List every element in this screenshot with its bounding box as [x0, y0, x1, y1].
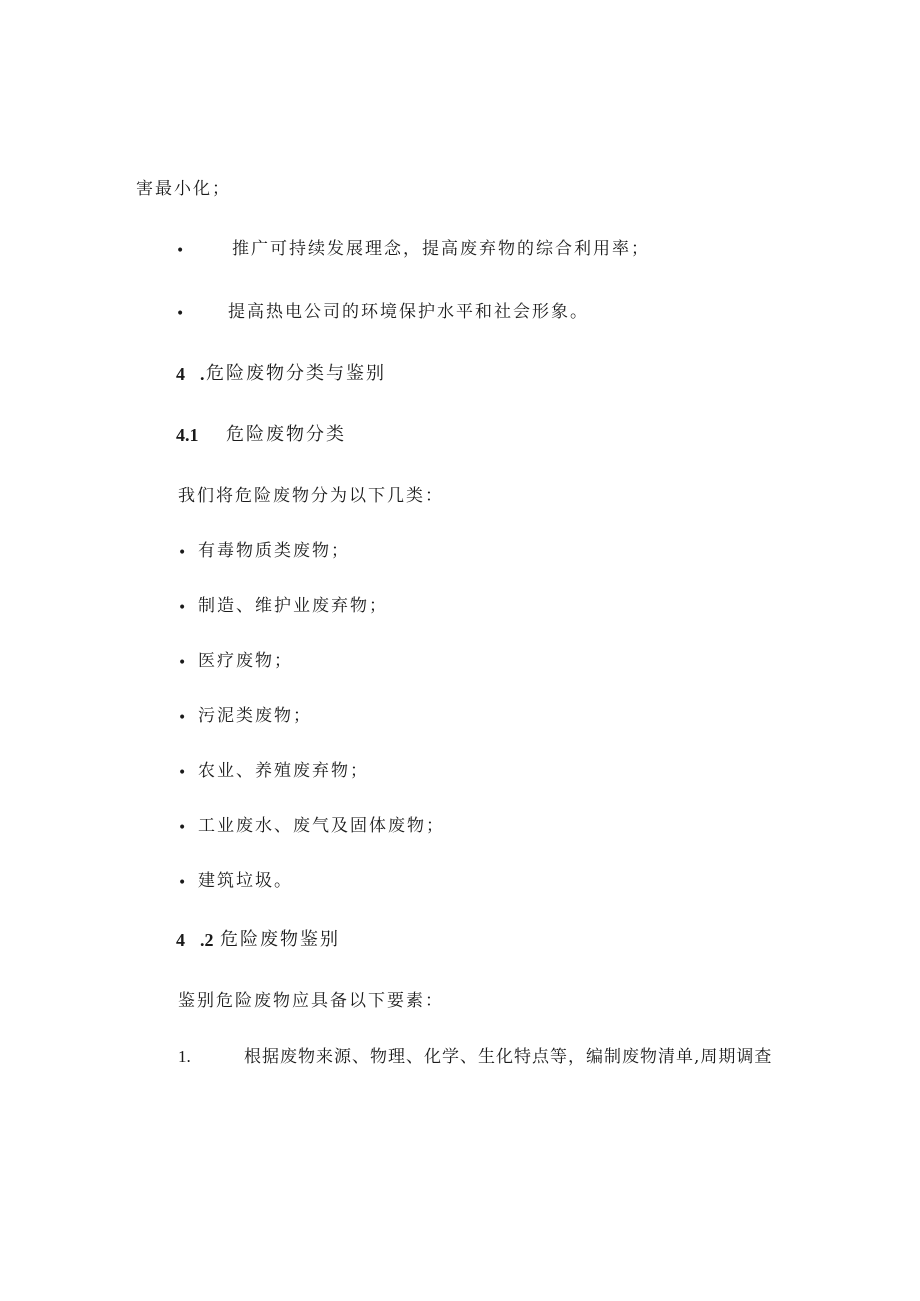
bullet-icon: •	[176, 243, 185, 259]
list-item: 农业、养殖废弃物；	[198, 761, 369, 781]
section-4-1-intro: 我们将危险废物分为以下几类：	[178, 486, 444, 506]
list-item: 医疗废物；	[198, 651, 293, 671]
section-4-2-number-suffix: .2	[200, 930, 214, 950]
section-4-2-title: 危险废物鉴别	[220, 929, 340, 950]
bullet-icon: •	[178, 765, 187, 781]
bullet-icon: •	[178, 710, 187, 726]
goal-item: 推广可持续发展理念，提高废弃物的综合利用率；	[232, 239, 650, 259]
bullet-icon: •	[178, 600, 187, 616]
paragraph-continuation: 害最小化；	[136, 179, 231, 199]
section-4-1-number: 4.1	[176, 425, 199, 445]
list-item: 制造、维护业废弃物；	[198, 596, 388, 616]
list-item: 有毒物质类废物；	[198, 541, 350, 561]
list-item: 根据废物来源、物理、化学、生化特点等，编制废物清单,周期调查	[244, 1047, 773, 1067]
bullet-icon: •	[176, 306, 185, 322]
section-4-2-number: 4	[176, 930, 185, 950]
bullet-icon: •	[178, 655, 187, 671]
bullet-icon: •	[178, 875, 187, 891]
bullet-icon: •	[178, 545, 187, 561]
list-number: 1.	[178, 1047, 191, 1066]
list-item: 建筑垃圾。	[198, 871, 293, 891]
section-4-2-intro: 鉴别危险废物应具备以下要素：	[178, 991, 444, 1011]
section-4-number-suffix: .	[200, 364, 205, 384]
section-4-1-title: 危险废物分类	[226, 424, 346, 445]
section-4-title: 危险废物分类与鉴别	[206, 363, 386, 384]
goal-item: 提高热电公司的环境保护水平和社会形象。	[228, 302, 589, 322]
section-4-number: 4	[176, 364, 185, 384]
bullet-icon: •	[178, 820, 187, 836]
list-item: 污泥类废物；	[198, 706, 312, 726]
list-item: 工业废水、废气及固体废物；	[198, 816, 445, 836]
